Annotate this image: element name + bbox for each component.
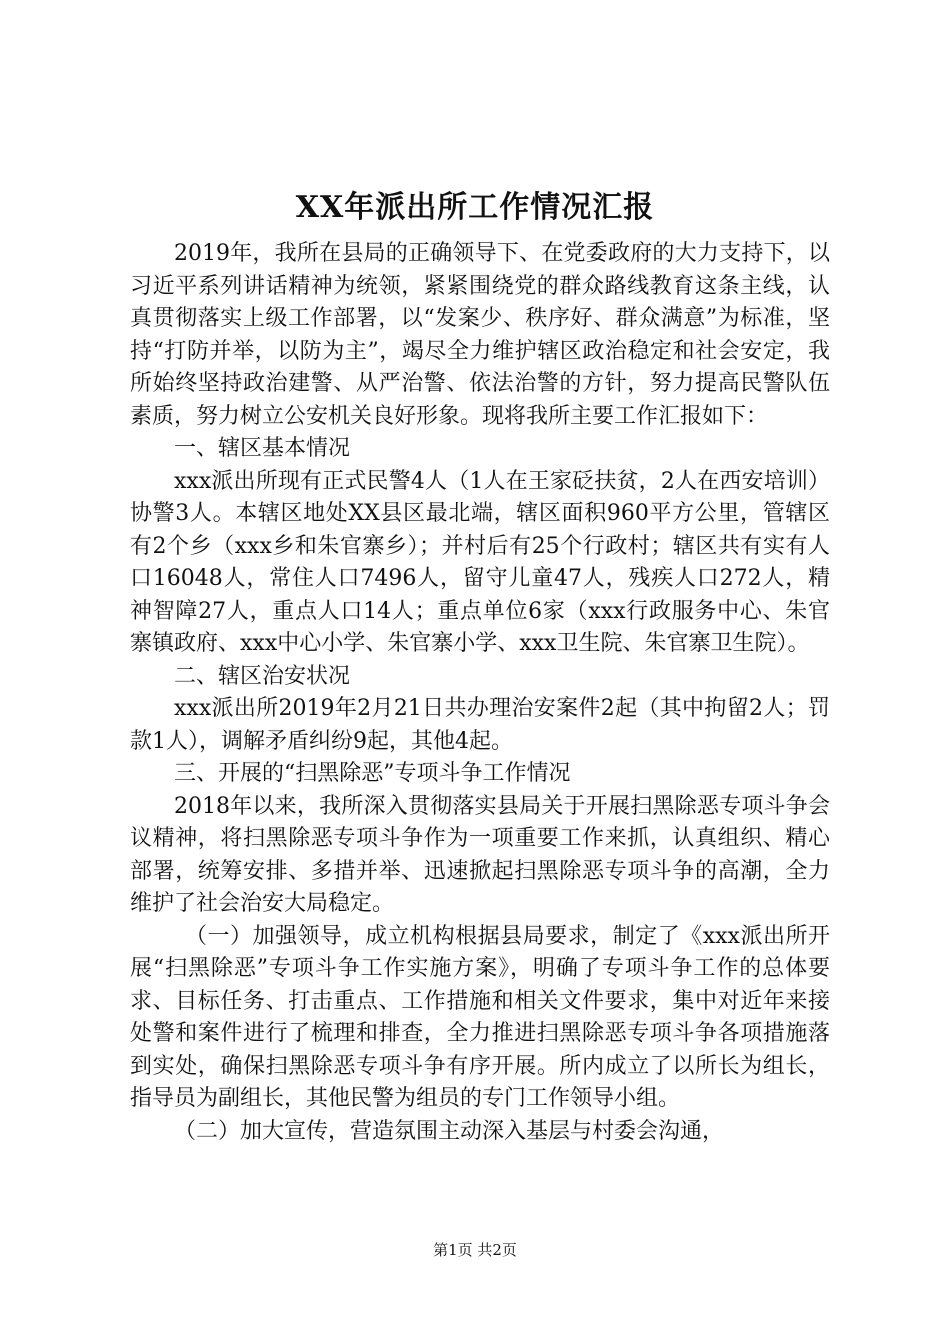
document-body [130,238,830,1148]
document-title: XX年派出所工作情况汇报 [295,190,655,225]
subsection-1-paragraph: （一）加强领导，成立机构根据县局要求，制定了《xxx派出所开展“扫黑除恶”专项斗争工作实施方案》，明确了专项斗争工作的总体要求、目标任务、打击重点、工作措施和相关文件要求，集中对近年来接处警和案件进行了梳理和排查，全力推进扫黑除恶专项斗争各项措施落到实处，确保扫黑除恶专项斗争有序开展。所内成立了以所长为组长，指导员为副组长，其他民警为组员的专门工作领导小组。 [130,923,830,1111]
section-heading-3: 三、开展的“扫黑除恶”专项斗争工作情况 [174,761,571,786]
intro-paragraph: 2019年，我所在县局的正确领导下、在党委政府的大力支持下，以习近平系列讲话精神为统领，紧紧围绕党的群众路线教育这条主线，认真贯彻落实上级工作部署，以“发案少、秩序好、群众满意”为标准，坚持“打防并举，以防为主”，竭尽全力维护辖区政治稳定和社会安定，我所始终坚持政治建警、从严治警、依法治警的方针，努力提高民警队伍素质，努力树立公安机关良好形象。现将我所主要工作汇报如下： [130,241,830,429]
section-3-paragraph: 2018年以来，我所深入贯彻落实县局关于开展扫黑除恶专项斗争会议精神，将扫黑除恶专项斗争作为一项重要工作来抓，认真组织、精心部署，统筹安排、多措并举、迅速掀起扫黑除恶专项斗争的高潮，全力维护了社会治安大局稳定。 [130,793,830,916]
subsection-2-paragraph: （二）加大宣传，营造氛围主动深入基层与村委会沟通， [174,1118,725,1144]
section-heading-2: 二、辖区治安状况 [174,663,351,689]
section-2-paragraph: xxx派出所2019年2月21日共办理治安案件2起（其中拘留2人；罚款1人），调解矛盾纠纷9起，其他4起。 [130,696,830,754]
section-heading-1: 一、辖区基本情况 [174,436,351,461]
page-number: 第1页 共2页 [433,1241,517,1259]
section-1-paragraph: xxx派出所现有正式民警4人（1人在王家砭扶贫，2人在西安培训）协警3人。本辖区地处XX县区最北端，辖区面积960平方公里，管辖区有2个乡（xxx乡和朱官寨乡）；并村后有25个行政村；辖区共有实有人口16048人，常住人口7496人，留守儿童47人，残疾人口272人，精神智障27人，重点人口14人；重点单位6家（xxx行政服务中心、朱官寨镇政府、xxx中心小学、朱官寨小学、xxx卫生院、朱官寨卫生院）。 [130,468,830,656]
